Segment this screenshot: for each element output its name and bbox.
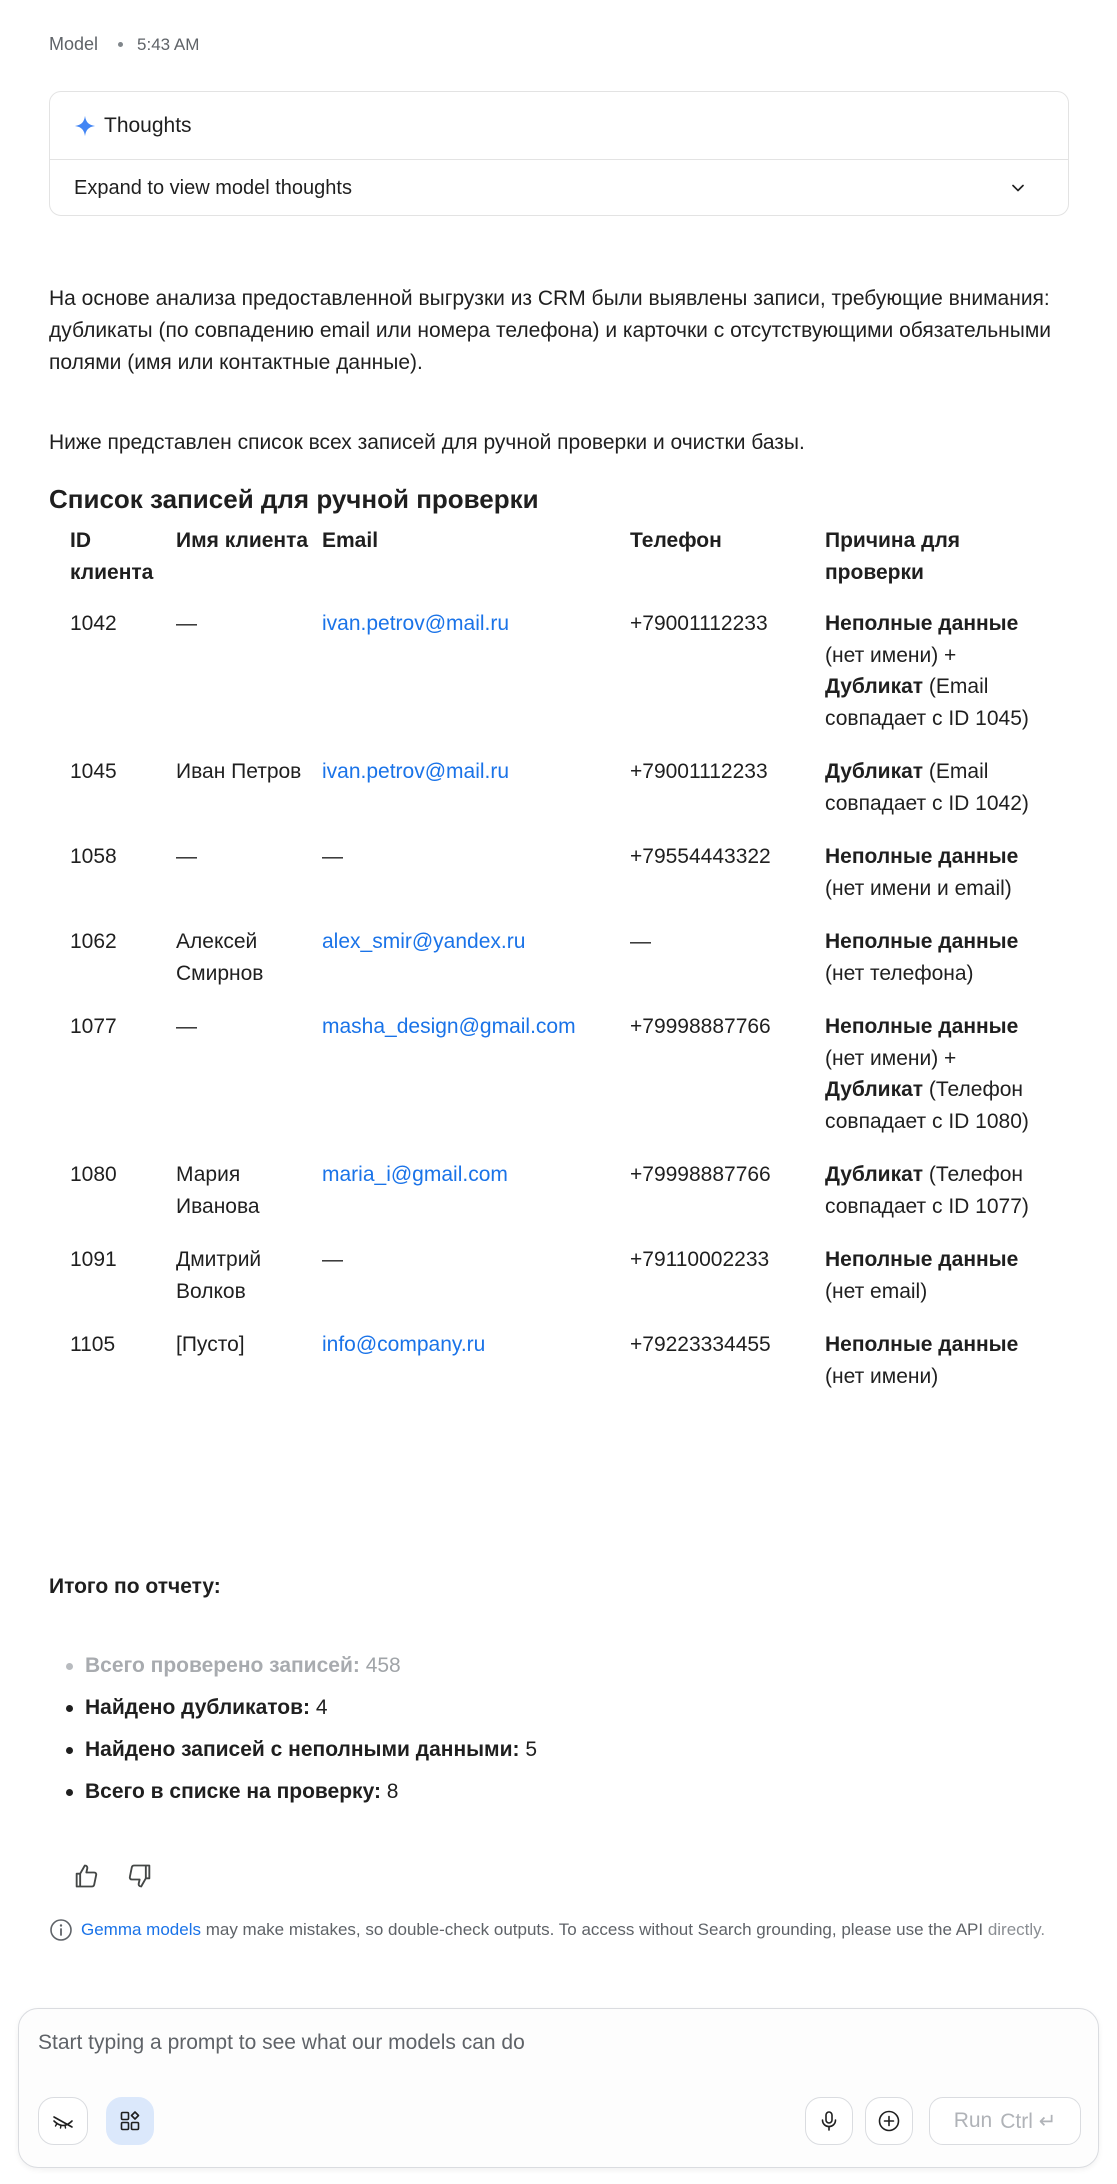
summary-label: Всего проверено записей: (85, 1654, 360, 1677)
cell-id: 1105 (70, 1333, 116, 1356)
email-link[interactable]: maria_i@gmail.com (322, 1163, 508, 1186)
cell-id: 1091 (70, 1248, 117, 1271)
reason-detail: (нет телефона) (825, 961, 974, 985)
message-meta (49, 34, 199, 55)
reason-type: Дубликат (825, 760, 924, 783)
table-row (49, 1159, 1045, 1244)
summary-item (49, 1734, 537, 1776)
summary-title: Итого по отчету: (49, 1575, 221, 1598)
cell-id: 1042 (70, 612, 117, 635)
cell-reason (825, 1329, 1045, 1414)
prompt-input[interactable]: Start typing a prompt to see what our models can do (38, 2031, 525, 2054)
separator-dot (118, 42, 123, 47)
gemma-models-link[interactable]: Gemma models (81, 1920, 201, 1939)
apps-grid-icon (118, 2109, 142, 2133)
email-link[interactable]: ivan.petrov@mail.ru (322, 760, 510, 783)
table-header-row (49, 525, 1045, 608)
reason-detail: (Телефон совпадает с ID 1077) (825, 1163, 1029, 1218)
info-icon (49, 1918, 73, 1942)
cell-phone: +79223334455 (630, 1333, 771, 1356)
thoughts-title: Thoughts (104, 113, 192, 137)
reason-type: Неполные данные (825, 930, 1019, 953)
reason-type: Дубликат (825, 1078, 924, 1101)
tools-button[interactable] (106, 2097, 154, 2145)
disclaimer-body: may make mistakes, so double-check outputs. To access without Search grounding, please use the API (200, 1920, 988, 1939)
cell-email (322, 1329, 630, 1414)
cell-email (322, 608, 630, 756)
add-media-button[interactable] (865, 2097, 913, 2145)
header-email: Email (322, 529, 379, 552)
cell-reason (825, 608, 1045, 756)
email-link[interactable]: alex_smir@yandex.ru (322, 930, 526, 953)
header-phone: Телефон (630, 529, 722, 552)
intro-paragraph-2: Ниже представлен список всех записей для ручной проверки и очистки базы. (49, 431, 805, 454)
cell-reason (825, 841, 1045, 926)
header-id: ID клиента (70, 529, 154, 584)
reason-type: Неполные данные (825, 612, 1019, 635)
summary-item (49, 1650, 537, 1692)
cell-reason (825, 1159, 1045, 1244)
run-label: Run (953, 2109, 993, 2132)
cell-reason (825, 1244, 1045, 1329)
email-link[interactable]: masha_design@gmail.com (322, 1015, 576, 1038)
cell-email: — (322, 1248, 343, 1271)
records-table (49, 525, 1045, 1414)
disclaimer-text (81, 1915, 1045, 1944)
table-row (49, 1244, 1045, 1329)
cell-phone: — (630, 930, 651, 953)
thoughts-panel (49, 91, 1069, 216)
sparkle-icon (74, 115, 96, 137)
disclaimer-tail: directly. (987, 1920, 1046, 1939)
email-link[interactable]: ivan.petrov@mail.ru (322, 612, 510, 635)
summary-item (49, 1776, 537, 1818)
reason-type: Дубликат (825, 675, 924, 698)
reason-type: Неполные данные (825, 845, 1019, 868)
reason-detail: (нет имени) + (825, 643, 957, 667)
cell-phone: +79998887766 (630, 1163, 771, 1186)
summary-value: 5 (519, 1738, 538, 1761)
summary-list (49, 1650, 537, 1818)
header-reason: Причина для проверки (825, 529, 961, 584)
table-heading: Список записей для ручной проверки (49, 484, 539, 514)
cell-phone: +79001112233 (630, 760, 768, 783)
expand-thoughts-label: Expand to view model thoughts (74, 176, 352, 199)
reason-detail: (Email совпадает с ID 1045) (825, 675, 1029, 730)
cell-id: 1058 (70, 845, 117, 868)
prompt-composer (18, 2008, 1099, 2168)
disclaimer (49, 1915, 1049, 1944)
expand-thoughts-toggle[interactable] (50, 160, 1068, 216)
run-shortcut: Ctrl ↵ (1000, 2109, 1057, 2133)
cell-phone: +79554443322 (630, 845, 771, 868)
cell-name: — (176, 612, 197, 635)
summary-value: 8 (380, 1780, 399, 1803)
table-row (49, 1011, 1045, 1159)
reason-detail: (нет имени) + (825, 1046, 957, 1070)
email-link[interactable]: info@company.ru (322, 1333, 486, 1356)
table-row (49, 608, 1045, 756)
cell-name: [Пусто] (176, 1333, 245, 1356)
thumbs-down-icon[interactable] (126, 1862, 154, 1890)
summary-label: Всего в списке на проверку: (85, 1780, 381, 1803)
summary-value: 458 (359, 1654, 401, 1677)
run-button[interactable] (929, 2097, 1081, 2145)
reason-type: Неполные данные (825, 1333, 1019, 1356)
table-row (49, 756, 1045, 841)
cell-name: — (176, 1015, 197, 1038)
feedback-bar (72, 1862, 154, 1890)
microphone-icon (817, 2109, 841, 2133)
reason-type: Дубликат (825, 1163, 924, 1186)
reason-detail: (Телефон совпадает с ID 1080) (825, 1078, 1029, 1133)
cell-id: 1062 (70, 930, 117, 953)
reason-detail: (Email совпадает с ID 1042) (825, 760, 1029, 815)
cell-email: — (322, 845, 343, 868)
reason-type: Неполные данные (825, 1015, 1019, 1038)
plus-circle-icon (877, 2109, 901, 2133)
reason-detail: (нет email) (825, 1279, 928, 1303)
cell-email (322, 1159, 630, 1244)
summary-label: Найдено записей с неполными данными: (85, 1738, 520, 1761)
reason-detail: (нет имени и email) (825, 876, 1012, 900)
cell-reason (825, 926, 1045, 1011)
summary-value: 4 (310, 1696, 328, 1719)
cell-name: — (176, 845, 197, 868)
cell-email (322, 756, 630, 841)
reason-type: Неполные данные (825, 1248, 1019, 1271)
cell-reason (825, 756, 1045, 841)
table-row (49, 926, 1045, 1011)
summary-label: Найдено дубликатов: (85, 1696, 311, 1719)
cell-name: Дмитрий Волков (176, 1248, 262, 1303)
intro-paragraph: На основе анализа предоставленной выгрузки из CRM были выявлены записи, требующие внимания: дубликаты (по совпадению email или номера телефона) и карточки с отсутствующими обязательными полями (имя или контактные данные). (49, 287, 1052, 374)
thumbs-up-icon[interactable] (72, 1862, 100, 1890)
cell-phone: +79110002233 (630, 1248, 770, 1271)
table-row (49, 1329, 1045, 1414)
cell-id: 1077 (70, 1015, 117, 1038)
cell-phone: +79998887766 (630, 1015, 771, 1038)
cell-email (322, 926, 630, 1011)
microphone-button[interactable] (805, 2097, 853, 2145)
thoughts-header (50, 92, 1068, 160)
cell-email (322, 1011, 630, 1159)
header-name: Имя клиента (176, 529, 309, 552)
reason-detail: (нет имени) (825, 1364, 939, 1388)
cell-name: Иван Петров (176, 760, 302, 783)
cell-reason (825, 1011, 1045, 1159)
chevron-down-icon (1008, 178, 1028, 198)
toggle-visibility-button[interactable] (38, 2097, 88, 2145)
cell-id: 1080 (70, 1163, 117, 1186)
cell-name: Мария Иванова (176, 1163, 260, 1218)
timestamp: 5:43 AM (137, 34, 200, 54)
cell-phone: +79001112233 (630, 612, 768, 635)
eye-off-icon (51, 2109, 75, 2133)
summary-item (49, 1692, 537, 1734)
cell-name: Алексей Смирнов (176, 930, 264, 985)
table-row (49, 841, 1045, 926)
author-label: Model (49, 34, 99, 54)
cell-id: 1045 (70, 760, 117, 783)
